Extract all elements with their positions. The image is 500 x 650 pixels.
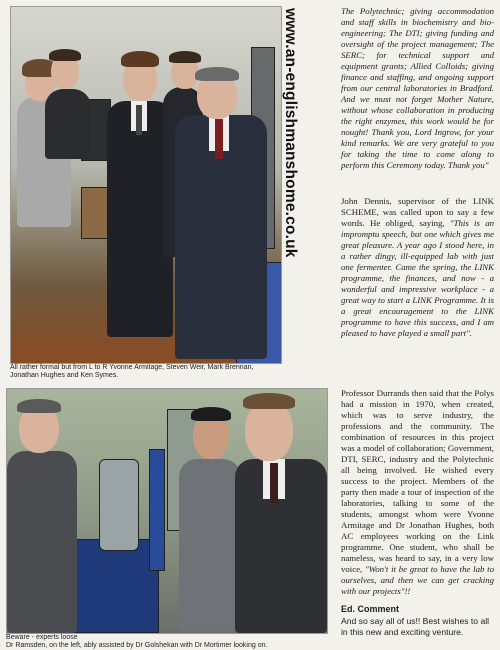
photo1-caption: All rather formal but from L to R Yvonne Armitage, Steven Weir, Mark Brennan, Jonathan Hughes and Ken Symes.	[10, 364, 254, 379]
durrands-text: Professor Durrands then said that the Polys had a mission in 1970, when created, which was to serve industry, the professions and the community. The combination of resources in this project was a model of collaboration; Government, DTI, SERC, industry and the Polytechnic all being involved. He wished every success to the project. Members of the party then made a tour of inspection of the laboratories, talking to some of the students, amongst whom were Yvonne Armitage and Dr Jonathan Hughes, both AC employees working on the Link programme. One student, who shall be nameless, was heard to say, in a very low voice,	[341, 388, 494, 574]
photo2-caption	[6, 634, 326, 650]
durrands-quote: "Won't it be great to have the lab to ourselves, and then we can get cracking with our projects"!!	[341, 564, 494, 596]
thanks-quote: The Polytechnic; giving accommodation and staff skills in biochemistry and bio-engineering; The DTI; giving funding and oversight of the project management; The SERC; for technical support and equipment grants; Allied Colloids; giving finance and staffing, and ongoing support from our central laboratories in Bradford. And we must not forget Mother Nature, without whose collaboration in producing the right enzymes, this work would be for nought! Thank you, Lord Ingrow, for your kind remarks. We are very grateful to you for taking the time to come along to perform this Ceremony today. Thank you"	[341, 6, 494, 170]
photo2-caption-title: Beware - experts loose	[6, 634, 78, 641]
dennis-paragraph	[341, 196, 494, 339]
photo2-caption-text: Dr Ramsden, on the left, ably assisted by Dr Golshekan with Dr Mortimer looking on.	[6, 642, 268, 649]
ed-comment-text: And so say all of us!! Best wishes to all in this new and exciting venture.	[341, 616, 490, 637]
fermenter-base	[67, 539, 159, 633]
lab-photo	[6, 388, 328, 634]
dennis-quote: "This is an impromptu speech, but one which gives me great pleasure. A year ago I stood here, in a rather dingy, ill-equipped lab with just one fermenter. Came the spring, the LINK programme, the finances, and now - a wonderful and impressive workplace - a great way to start a LINK Programme. It is a great encouragement to the LINK programme to have this success, and I am pleased to have played a small part".	[341, 218, 494, 338]
group-photo	[10, 6, 282, 364]
dennis-intro: John Dennis, supervisor of the LINK SCHEME, was called upon to say a few words. He obliged, saying,	[341, 196, 494, 228]
blue-column	[149, 449, 165, 571]
glass-fermenter	[99, 459, 139, 551]
ed-comment-title: Ed. Comment	[341, 604, 400, 614]
durrands-paragraph	[341, 388, 494, 597]
website-watermark: www.an-englishmanshome.co.uk	[282, 8, 299, 258]
